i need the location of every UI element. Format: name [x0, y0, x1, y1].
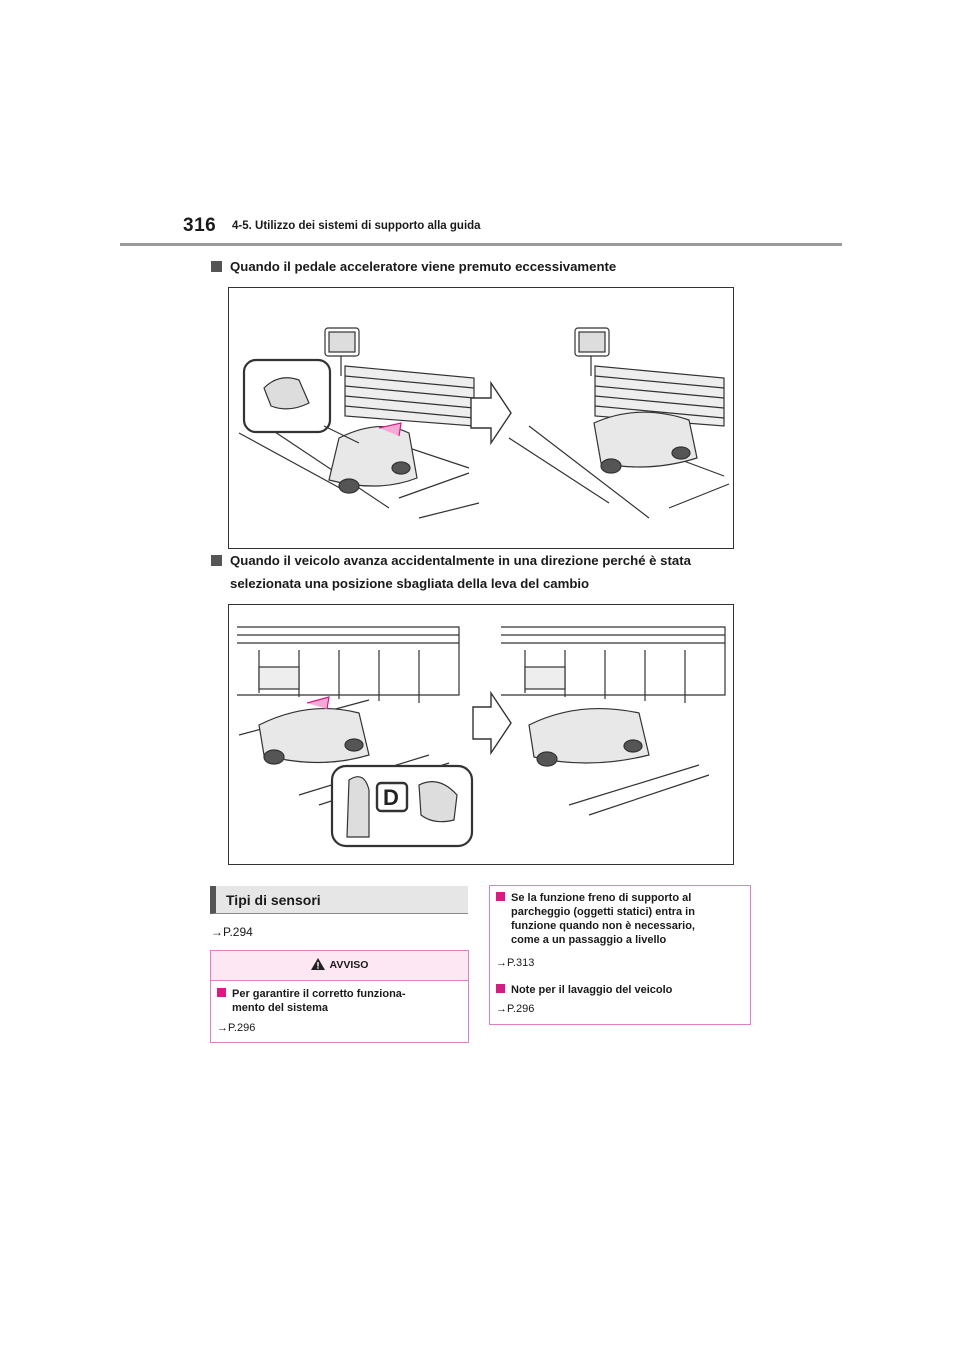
note1-title-l2: parcheggio (oggetti statici) entra in: [511, 906, 695, 918]
parking-illustration-1: [229, 288, 733, 548]
right-scene: [509, 328, 729, 518]
warning-item-ref: →P.296: [217, 1022, 256, 1034]
warning-item-cont: mento del sistema: [232, 1002, 328, 1014]
running-head: 4-5. Utilizzo dei sistemi di supporto alla guida: [232, 220, 481, 232]
warning-title: AVVISO: [329, 959, 369, 971]
note1-title: Se la funzione freno di supporto al: [496, 892, 691, 905]
figure-shift-position: [228, 604, 734, 865]
square-bullet-icon: [211, 555, 222, 566]
warning-box: [210, 950, 469, 1043]
warning-title-bar: [211, 951, 468, 981]
section1-heading: Quando il pedale acceleratore viene premuto eccessivamente: [211, 257, 616, 277]
warning-triangle-icon: [311, 953, 325, 982]
notes-box: [489, 885, 751, 1025]
transition-arrow-icon: [473, 693, 511, 753]
note1-title-l4: come a un passaggio a livello: [511, 934, 667, 946]
note1-ref: →P.313: [496, 957, 535, 969]
right-store-scene: [501, 627, 725, 815]
square-bullet-icon: [496, 984, 505, 993]
section2-heading: Quando il veicolo avanza accidentalmente in una direzione perché è stata: [211, 551, 691, 571]
header-rule: [120, 243, 842, 246]
left-scene: [239, 328, 479, 518]
square-bullet-icon: [496, 892, 505, 901]
warning-item: Per garantire il corretto funziona-: [217, 988, 406, 1001]
note2-title: Note per il lavaggio del veicolo: [496, 984, 672, 997]
figure-accelerator-parking: [228, 287, 734, 549]
sensor-types-heading: Tipi di sensori: [210, 886, 468, 914]
square-bullet-icon: [217, 988, 226, 997]
note1-title-l3: funzione quando non è necessario,: [511, 920, 695, 932]
shift-letter: D: [383, 785, 399, 810]
store-illustration: [229, 605, 733, 864]
transition-arrow-icon: [471, 383, 511, 443]
page-number: 316: [183, 215, 217, 236]
left-store-scene: [237, 627, 472, 846]
square-bullet-icon: [211, 261, 222, 272]
sensor-types-ref: →P.294: [211, 925, 253, 939]
section2-heading-cont: selezionata una posizione sbagliata della leva del cambio: [230, 576, 590, 591]
note2-ref: →P.296: [496, 1003, 535, 1015]
